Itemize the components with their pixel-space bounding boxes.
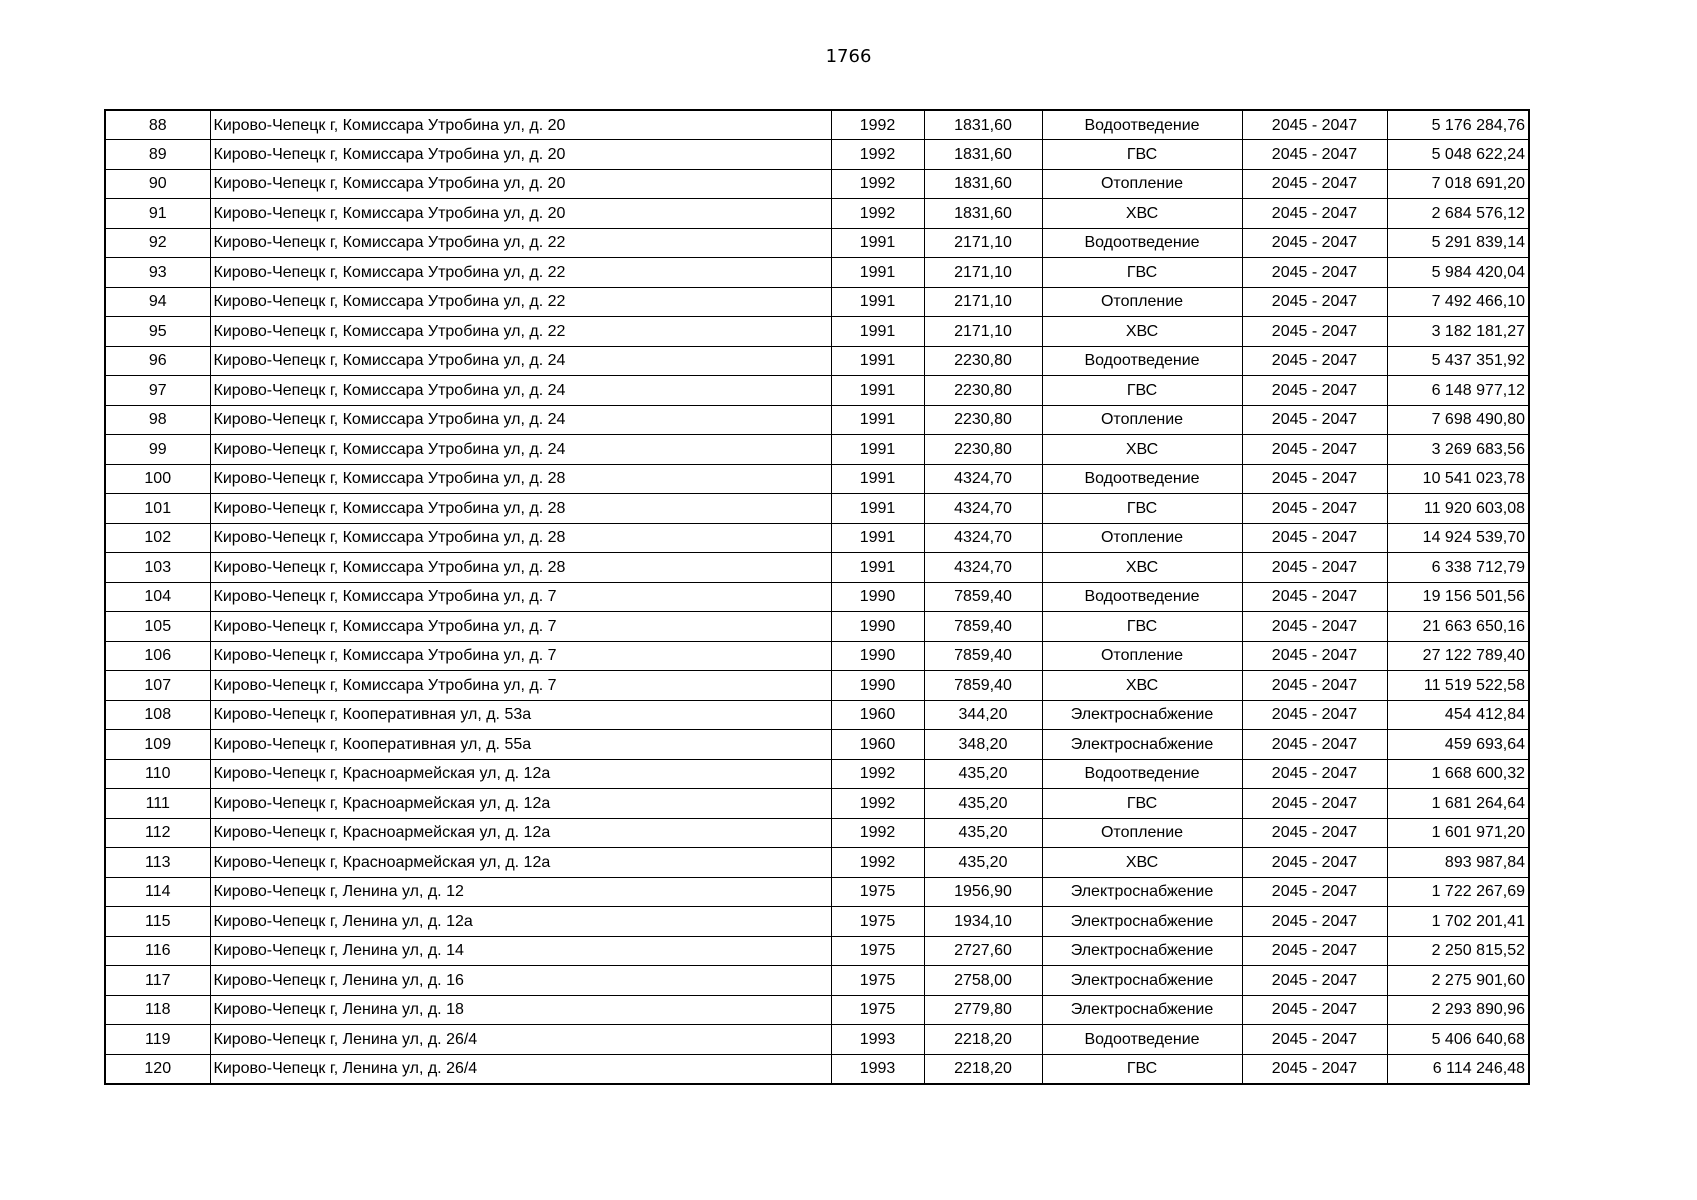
build-year-cell: 1990 — [831, 612, 924, 642]
service-type-cell: Электроснабжение — [1042, 730, 1242, 760]
table-row — [105, 966, 1529, 996]
cost-cell: 1 601 971,20 — [1387, 818, 1529, 848]
area-cell: 7859,40 — [924, 671, 1042, 701]
cost-cell: 2 250 815,52 — [1387, 936, 1529, 966]
area-cell: 7859,40 — [924, 641, 1042, 671]
address-cell: Кирово-Чепецк г, Комиссара Утробина ул, д. 20 — [210, 140, 831, 170]
table-row — [105, 523, 1529, 553]
area-cell: 2230,80 — [924, 405, 1042, 435]
row-number-cell: 116 — [105, 936, 210, 966]
service-type-cell: ХВС — [1042, 553, 1242, 583]
row-number-cell: 114 — [105, 877, 210, 907]
service-type-cell: Электроснабжение — [1042, 877, 1242, 907]
area-cell: 348,20 — [924, 730, 1042, 760]
repair-period-cell: 2045 - 2047 — [1242, 907, 1387, 937]
area-cell: 344,20 — [924, 700, 1042, 730]
cost-cell: 3 269 683,56 — [1387, 435, 1529, 465]
table-row — [105, 582, 1529, 612]
repair-register-table — [104, 109, 1530, 1085]
address-cell: Кирово-Чепецк г, Комиссара Утробина ул, д. 28 — [210, 553, 831, 583]
cost-cell: 5 984 420,04 — [1387, 258, 1529, 288]
area-cell: 2230,80 — [924, 435, 1042, 465]
area-cell: 4324,70 — [924, 464, 1042, 494]
address-cell: Кирово-Чепецк г, Красноармейская ул, д. 12а — [210, 759, 831, 789]
table-row — [105, 936, 1529, 966]
cost-cell: 2 275 901,60 — [1387, 966, 1529, 996]
repair-period-cell: 2045 - 2047 — [1242, 258, 1387, 288]
table-row — [105, 258, 1529, 288]
address-cell: Кирово-Чепецк г, Ленина ул, д. 12 — [210, 877, 831, 907]
build-year-cell: 1990 — [831, 641, 924, 671]
service-type-cell: Электроснабжение — [1042, 966, 1242, 996]
row-number-cell: 113 — [105, 848, 210, 878]
repair-period-cell: 2045 - 2047 — [1242, 818, 1387, 848]
cost-cell: 1 702 201,41 — [1387, 907, 1529, 937]
build-year-cell: 1991 — [831, 228, 924, 258]
row-number-cell: 94 — [105, 287, 210, 317]
repair-period-cell: 2045 - 2047 — [1242, 346, 1387, 376]
row-number-cell: 115 — [105, 907, 210, 937]
row-number-cell: 109 — [105, 730, 210, 760]
address-cell: Кирово-Чепецк г, Комиссара Утробина ул, д. 7 — [210, 612, 831, 642]
cost-cell: 5 176 284,76 — [1387, 110, 1529, 140]
row-number-cell: 108 — [105, 700, 210, 730]
build-year-cell: 1993 — [831, 1025, 924, 1055]
table-row — [105, 1025, 1529, 1055]
build-year-cell: 1975 — [831, 995, 924, 1025]
service-type-cell: ХВС — [1042, 848, 1242, 878]
repair-period-cell: 2045 - 2047 — [1242, 995, 1387, 1025]
row-number-cell: 107 — [105, 671, 210, 701]
table-row — [105, 877, 1529, 907]
repair-period-cell: 2045 - 2047 — [1242, 671, 1387, 701]
row-number-cell: 98 — [105, 405, 210, 435]
address-cell: Кирово-Чепецк г, Красноармейская ул, д. 12а — [210, 818, 831, 848]
address-cell: Кирово-Чепецк г, Кооперативная ул, д. 53а — [210, 700, 831, 730]
address-cell: Кирово-Чепецк г, Комиссара Утробина ул, д. 22 — [210, 258, 831, 288]
table-row — [105, 848, 1529, 878]
table-row — [105, 405, 1529, 435]
repair-period-cell: 2045 - 2047 — [1242, 1054, 1387, 1084]
build-year-cell: 1975 — [831, 966, 924, 996]
build-year-cell: 1992 — [831, 848, 924, 878]
repair-period-cell: 2045 - 2047 — [1242, 936, 1387, 966]
repair-period-cell: 2045 - 2047 — [1242, 641, 1387, 671]
cost-cell: 6 114 246,48 — [1387, 1054, 1529, 1084]
build-year-cell: 1992 — [831, 140, 924, 170]
build-year-cell: 1992 — [831, 789, 924, 819]
table-row — [105, 995, 1529, 1025]
repair-period-cell: 2045 - 2047 — [1242, 199, 1387, 229]
repair-period-cell: 2045 - 2047 — [1242, 966, 1387, 996]
address-cell: Кирово-Чепецк г, Комиссара Утробина ул, д. 28 — [210, 494, 831, 524]
cost-cell: 2 293 890,96 — [1387, 995, 1529, 1025]
address-cell: Кирово-Чепецк г, Комиссара Утробина ул, д. 22 — [210, 287, 831, 317]
area-cell: 2171,10 — [924, 258, 1042, 288]
repair-period-cell: 2045 - 2047 — [1242, 582, 1387, 612]
repair-period-cell: 2045 - 2047 — [1242, 140, 1387, 170]
cost-cell: 19 156 501,56 — [1387, 582, 1529, 612]
table-row — [105, 700, 1529, 730]
service-type-cell: Отопление — [1042, 818, 1242, 848]
address-cell: Кирово-Чепецк г, Комиссара Утробина ул, д. 28 — [210, 523, 831, 553]
repair-period-cell: 2045 - 2047 — [1242, 317, 1387, 347]
area-cell: 2230,80 — [924, 346, 1042, 376]
address-cell: Кирово-Чепецк г, Комиссара Утробина ул, д. 20 — [210, 110, 831, 140]
address-cell: Кирово-Чепецк г, Кооперативная ул, д. 55а — [210, 730, 831, 760]
table-row — [105, 435, 1529, 465]
area-cell: 2758,00 — [924, 966, 1042, 996]
repair-period-cell: 2045 - 2047 — [1242, 700, 1387, 730]
table-row — [105, 553, 1529, 583]
table-row — [105, 287, 1529, 317]
row-number-cell: 100 — [105, 464, 210, 494]
row-number-cell: 101 — [105, 494, 210, 524]
build-year-cell: 1991 — [831, 317, 924, 347]
build-year-cell: 1991 — [831, 523, 924, 553]
address-cell: Кирово-Чепецк г, Ленина ул, д. 26/4 — [210, 1025, 831, 1055]
area-cell: 2727,60 — [924, 936, 1042, 966]
cost-cell: 5 437 351,92 — [1387, 346, 1529, 376]
build-year-cell: 1991 — [831, 435, 924, 465]
repair-period-cell: 2045 - 2047 — [1242, 228, 1387, 258]
area-cell: 1831,60 — [924, 199, 1042, 229]
build-year-cell: 1975 — [831, 877, 924, 907]
address-cell: Кирово-Чепецк г, Ленина ул, д. 12а — [210, 907, 831, 937]
cost-cell: 1 668 600,32 — [1387, 759, 1529, 789]
table-row — [105, 818, 1529, 848]
row-number-cell: 102 — [105, 523, 210, 553]
cost-cell: 3 182 181,27 — [1387, 317, 1529, 347]
repair-period-cell: 2045 - 2047 — [1242, 405, 1387, 435]
service-type-cell: Отопление — [1042, 641, 1242, 671]
cost-cell: 454 412,84 — [1387, 700, 1529, 730]
row-number-cell: 105 — [105, 612, 210, 642]
cost-cell: 14 924 539,70 — [1387, 523, 1529, 553]
area-cell: 2218,20 — [924, 1054, 1042, 1084]
cost-cell: 2 684 576,12 — [1387, 199, 1529, 229]
table-row — [105, 464, 1529, 494]
area-cell: 435,20 — [924, 759, 1042, 789]
cost-cell: 11 519 522,58 — [1387, 671, 1529, 701]
row-number-cell: 118 — [105, 995, 210, 1025]
service-type-cell: Отопление — [1042, 169, 1242, 199]
address-cell: Кирово-Чепецк г, Комиссара Утробина ул, д. 20 — [210, 169, 831, 199]
repair-period-cell: 2045 - 2047 — [1242, 376, 1387, 406]
build-year-cell: 1992 — [831, 199, 924, 229]
cost-cell: 5 291 839,14 — [1387, 228, 1529, 258]
row-number-cell: 99 — [105, 435, 210, 465]
cost-cell: 21 663 650,16 — [1387, 612, 1529, 642]
cost-cell: 459 693,64 — [1387, 730, 1529, 760]
build-year-cell: 1993 — [831, 1054, 924, 1084]
service-type-cell: Электроснабжение — [1042, 700, 1242, 730]
build-year-cell: 1960 — [831, 700, 924, 730]
service-type-cell: Водоотведение — [1042, 228, 1242, 258]
address-cell: Кирово-Чепецк г, Комиссара Утробина ул, д. 20 — [210, 199, 831, 229]
row-number-cell: 91 — [105, 199, 210, 229]
table-row — [105, 199, 1529, 229]
area-cell: 7859,40 — [924, 582, 1042, 612]
area-cell: 2171,10 — [924, 228, 1042, 258]
repair-period-cell: 2045 - 2047 — [1242, 789, 1387, 819]
build-year-cell: 1991 — [831, 287, 924, 317]
cost-cell: 6 148 977,12 — [1387, 376, 1529, 406]
service-type-cell: Отопление — [1042, 405, 1242, 435]
service-type-cell: ГВС — [1042, 376, 1242, 406]
service-type-cell: Водоотведение — [1042, 759, 1242, 789]
address-cell: Кирово-Чепецк г, Комиссара Утробина ул, д. 22 — [210, 228, 831, 258]
service-type-cell: Электроснабжение — [1042, 995, 1242, 1025]
cost-cell: 1 722 267,69 — [1387, 877, 1529, 907]
service-type-cell: Водоотведение — [1042, 1025, 1242, 1055]
service-type-cell: Водоотведение — [1042, 110, 1242, 140]
table-row — [105, 612, 1529, 642]
area-cell: 1831,60 — [924, 110, 1042, 140]
table-row — [105, 1054, 1529, 1084]
table-row — [105, 907, 1529, 937]
build-year-cell: 1991 — [831, 405, 924, 435]
repair-period-cell: 2045 - 2047 — [1242, 848, 1387, 878]
cost-cell: 10 541 023,78 — [1387, 464, 1529, 494]
table-row — [105, 759, 1529, 789]
address-cell: Кирово-Чепецк г, Комиссара Утробина ул, д. 24 — [210, 346, 831, 376]
row-number-cell: 97 — [105, 376, 210, 406]
row-number-cell: 90 — [105, 169, 210, 199]
repair-period-cell: 2045 - 2047 — [1242, 612, 1387, 642]
table-row — [105, 641, 1529, 671]
repair-period-cell: 2045 - 2047 — [1242, 1025, 1387, 1055]
table-row — [105, 494, 1529, 524]
area-cell: 2171,10 — [924, 287, 1042, 317]
repair-period-cell: 2045 - 2047 — [1242, 730, 1387, 760]
address-cell: Кирово-Чепецк г, Ленина ул, д. 26/4 — [210, 1054, 831, 1084]
repair-period-cell: 2045 - 2047 — [1242, 464, 1387, 494]
area-cell: 1831,60 — [924, 140, 1042, 170]
service-type-cell: ХВС — [1042, 317, 1242, 347]
table-row — [105, 169, 1529, 199]
address-cell: Кирово-Чепецк г, Ленина ул, д. 16 — [210, 966, 831, 996]
cost-cell: 11 920 603,08 — [1387, 494, 1529, 524]
build-year-cell: 1975 — [831, 936, 924, 966]
address-cell: Кирово-Чепецк г, Комиссара Утробина ул, д. 24 — [210, 435, 831, 465]
service-type-cell: ГВС — [1042, 494, 1242, 524]
service-type-cell: ХВС — [1042, 435, 1242, 465]
build-year-cell: 1975 — [831, 907, 924, 937]
address-cell: Кирово-Чепецк г, Комиссара Утробина ул, д. 24 — [210, 405, 831, 435]
area-cell: 4324,70 — [924, 523, 1042, 553]
service-type-cell: Водоотведение — [1042, 346, 1242, 376]
repair-period-cell: 2045 - 2047 — [1242, 553, 1387, 583]
row-number-cell: 96 — [105, 346, 210, 376]
address-cell: Кирово-Чепецк г, Комиссара Утробина ул, д. 7 — [210, 582, 831, 612]
row-number-cell: 93 — [105, 258, 210, 288]
service-type-cell: ГВС — [1042, 258, 1242, 288]
row-number-cell: 103 — [105, 553, 210, 583]
service-type-cell: ГВС — [1042, 1054, 1242, 1084]
row-number-cell: 106 — [105, 641, 210, 671]
row-number-cell: 88 — [105, 110, 210, 140]
build-year-cell: 1992 — [831, 169, 924, 199]
table-row — [105, 671, 1529, 701]
table-row — [105, 317, 1529, 347]
repair-period-cell: 2045 - 2047 — [1242, 759, 1387, 789]
row-number-cell: 92 — [105, 228, 210, 258]
page-number: 1766 — [825, 46, 872, 67]
repair-period-cell: 2045 - 2047 — [1242, 523, 1387, 553]
row-number-cell: 117 — [105, 966, 210, 996]
area-cell: 4324,70 — [924, 553, 1042, 583]
cost-cell: 6 338 712,79 — [1387, 553, 1529, 583]
repair-period-cell: 2045 - 2047 — [1242, 110, 1387, 140]
cost-cell: 27 122 789,40 — [1387, 641, 1529, 671]
build-year-cell: 1992 — [831, 759, 924, 789]
repair-period-cell: 2045 - 2047 — [1242, 877, 1387, 907]
service-type-cell: ГВС — [1042, 140, 1242, 170]
area-cell: 7859,40 — [924, 612, 1042, 642]
cost-cell: 7 018 691,20 — [1387, 169, 1529, 199]
area-cell: 2218,20 — [924, 1025, 1042, 1055]
address-cell: Кирово-Чепецк г, Комиссара Утробина ул, д. 24 — [210, 376, 831, 406]
cost-cell: 5 406 640,68 — [1387, 1025, 1529, 1055]
build-year-cell: 1991 — [831, 258, 924, 288]
area-cell: 2171,10 — [924, 317, 1042, 347]
build-year-cell: 1991 — [831, 464, 924, 494]
table-body — [105, 110, 1529, 1084]
build-year-cell: 1990 — [831, 671, 924, 701]
table-row — [105, 730, 1529, 760]
repair-period-cell: 2045 - 2047 — [1242, 287, 1387, 317]
service-type-cell: Отопление — [1042, 287, 1242, 317]
repair-period-cell: 2045 - 2047 — [1242, 494, 1387, 524]
table-row — [105, 789, 1529, 819]
cost-cell: 5 048 622,24 — [1387, 140, 1529, 170]
row-number-cell: 95 — [105, 317, 210, 347]
row-number-cell: 89 — [105, 140, 210, 170]
row-number-cell: 120 — [105, 1054, 210, 1084]
address-cell: Кирово-Чепецк г, Комиссара Утробина ул, д. 22 — [210, 317, 831, 347]
cost-cell: 7 492 466,10 — [1387, 287, 1529, 317]
address-cell: Кирово-Чепецк г, Красноармейская ул, д. 12а — [210, 789, 831, 819]
service-type-cell: Отопление — [1042, 523, 1242, 553]
service-type-cell: ГВС — [1042, 789, 1242, 819]
area-cell: 2779,80 — [924, 995, 1042, 1025]
service-type-cell: Водоотведение — [1042, 582, 1242, 612]
row-number-cell: 112 — [105, 818, 210, 848]
address-cell: Кирово-Чепецк г, Комиссара Утробина ул, д. 28 — [210, 464, 831, 494]
build-year-cell: 1992 — [831, 110, 924, 140]
row-number-cell: 104 — [105, 582, 210, 612]
table-row — [105, 346, 1529, 376]
cost-cell: 7 698 490,80 — [1387, 405, 1529, 435]
row-number-cell: 110 — [105, 759, 210, 789]
address-cell: Кирово-Чепецк г, Комиссара Утробина ул, д. 7 — [210, 641, 831, 671]
area-cell: 435,20 — [924, 818, 1042, 848]
cost-cell: 1 681 264,64 — [1387, 789, 1529, 819]
table-row — [105, 376, 1529, 406]
build-year-cell: 1991 — [831, 376, 924, 406]
area-cell: 435,20 — [924, 848, 1042, 878]
service-type-cell: ХВС — [1042, 199, 1242, 229]
table-row — [105, 110, 1529, 140]
row-number-cell: 119 — [105, 1025, 210, 1055]
service-type-cell: Электроснабжение — [1042, 936, 1242, 966]
service-type-cell: ГВС — [1042, 612, 1242, 642]
repair-period-cell: 2045 - 2047 — [1242, 169, 1387, 199]
table-row — [105, 228, 1529, 258]
area-cell: 1831,60 — [924, 169, 1042, 199]
repair-period-cell: 2045 - 2047 — [1242, 435, 1387, 465]
service-type-cell: ХВС — [1042, 671, 1242, 701]
row-number-cell: 111 — [105, 789, 210, 819]
area-cell: 1934,10 — [924, 907, 1042, 937]
service-type-cell: Водоотведение — [1042, 464, 1242, 494]
build-year-cell: 1992 — [831, 818, 924, 848]
build-year-cell: 1991 — [831, 553, 924, 583]
address-cell: Кирово-Чепецк г, Красноармейская ул, д. 12а — [210, 848, 831, 878]
area-cell: 4324,70 — [924, 494, 1042, 524]
service-type-cell: Электроснабжение — [1042, 907, 1242, 937]
address-cell: Кирово-Чепецк г, Ленина ул, д. 14 — [210, 936, 831, 966]
cost-cell: 893 987,84 — [1387, 848, 1529, 878]
build-year-cell: 1991 — [831, 346, 924, 376]
build-year-cell: 1990 — [831, 582, 924, 612]
build-year-cell: 1991 — [831, 494, 924, 524]
area-cell: 1956,90 — [924, 877, 1042, 907]
address-cell: Кирово-Чепецк г, Комиссара Утробина ул, д. 7 — [210, 671, 831, 701]
area-cell: 435,20 — [924, 789, 1042, 819]
build-year-cell: 1960 — [831, 730, 924, 760]
table-row — [105, 140, 1529, 170]
address-cell: Кирово-Чепецк г, Ленина ул, д. 18 — [210, 995, 831, 1025]
area-cell: 2230,80 — [924, 376, 1042, 406]
